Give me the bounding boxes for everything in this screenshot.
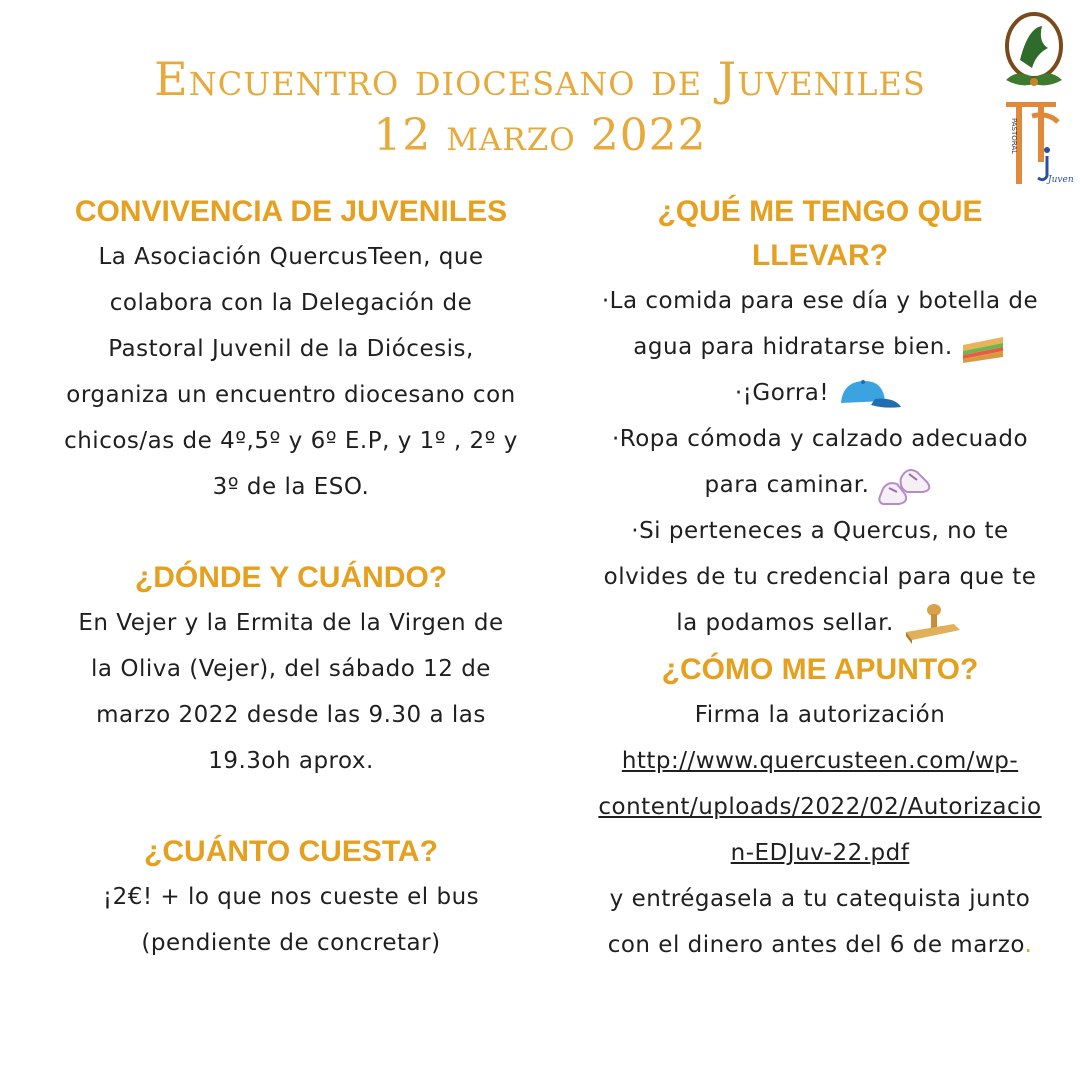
llevar-line-shoes <box>560 462 1080 508</box>
donde-heading: ¿DÓNDE Y CUÁNDO? <box>134 561 448 594</box>
llevar-line: ·¡Gorra! <box>734 380 830 406</box>
juven-text: Juven <box>1048 175 1074 185</box>
llevar-line: ·Si perteneces a Quercus, no te <box>631 518 1009 544</box>
donde-line: 19.3oh aprox. <box>208 748 374 774</box>
page-title: Encuentro diocesano de Juveniles <box>154 52 926 106</box>
apunto-intro: Firma la autorización <box>694 702 946 728</box>
sneakers-icon <box>875 464 935 508</box>
apunto-outro-line: y entrégasela a tu catequista junto <box>609 886 1031 912</box>
convivencia-line: colabora con la Delegación de <box>109 290 473 316</box>
llevar-line: ·Ropa cómoda y calzado adecuado <box>611 426 1029 452</box>
cuanto-heading: ¿CUÁNTO CUESTA? <box>144 835 438 868</box>
donde-section <box>20 556 562 784</box>
pastoral-juvenil-logo-icon <box>998 98 1074 188</box>
convivencia-section <box>20 190 562 510</box>
autorizacion-link[interactable]: content/uploads/2022/02/Autorizacio <box>598 794 1042 820</box>
llevar-line: olvides de tu credencial para que te <box>603 564 1037 590</box>
convivencia-line: La Asociación QuercusTeen, que <box>98 244 484 270</box>
donde-line: En Vejer y la Ermita de la Virgen de <box>78 610 504 636</box>
llevar-line-cap <box>560 370 1080 416</box>
convivencia-line: 3º de la ESO. <box>212 474 370 500</box>
pastoral-text: PASTORAL <box>1010 118 1018 155</box>
cuanto-section <box>20 830 562 966</box>
convivencia-heading: CONVIVENCIA DE JUVENILES <box>74 195 508 228</box>
llevar-line-sandwich <box>560 324 1080 370</box>
stamp-icon <box>900 602 964 646</box>
apunto-outro-line-final <box>560 922 1080 968</box>
convivencia-line: organiza un encuentro diocesano con <box>66 382 516 408</box>
autorizacion-link[interactable]: n-EDJuv-22.pdf <box>730 840 910 866</box>
apunto-heading: ¿CÓMO ME APUNTO? <box>661 653 979 686</box>
llevar-line: para caminar. <box>704 472 870 498</box>
final-dot: . <box>1024 932 1033 958</box>
autorizacion-link[interactable]: http://www.quercusteen.com/wp- <box>621 748 1019 774</box>
convivencia-line: Pastoral Juvenil de la Diócesis, <box>108 336 474 362</box>
llevar-line: ·La comida para ese día y botella de <box>601 288 1039 314</box>
quercus-logo-icon <box>998 8 1070 98</box>
apunto-section <box>560 648 1080 968</box>
llevar-heading: ¿QUÉ ME TENGO QUE <box>657 195 983 228</box>
llevar-line: agua para hidratarse bien. <box>633 334 953 360</box>
llevar-line-stamp <box>560 600 1080 646</box>
llevar-heading-2: LLEVAR? <box>751 239 889 272</box>
cap-icon <box>835 377 905 411</box>
donde-line: la Oliva (Vejer), del sábado 12 de <box>91 656 491 682</box>
llevar-section <box>560 190 1080 646</box>
cuanto-line: ¡2€! + lo que nos cueste el bus <box>102 884 480 910</box>
apunto-outro-line: con el dinero antes del 6 de marzo <box>607 932 1025 958</box>
cuanto-line: (pendiente de concretar) <box>141 930 441 956</box>
donde-line: marzo 2022 desde las 9.30 a las <box>96 702 486 728</box>
sandwich-icon <box>959 331 1007 365</box>
page-subtitle-date: 12 marzo 2022 <box>373 110 707 161</box>
convivencia-line: chicos/as de 4º,5º y 6º E.P, y 1º , 2º y <box>64 428 518 454</box>
llevar-line: la podamos sellar. <box>676 610 894 636</box>
logos <box>998 8 1074 188</box>
